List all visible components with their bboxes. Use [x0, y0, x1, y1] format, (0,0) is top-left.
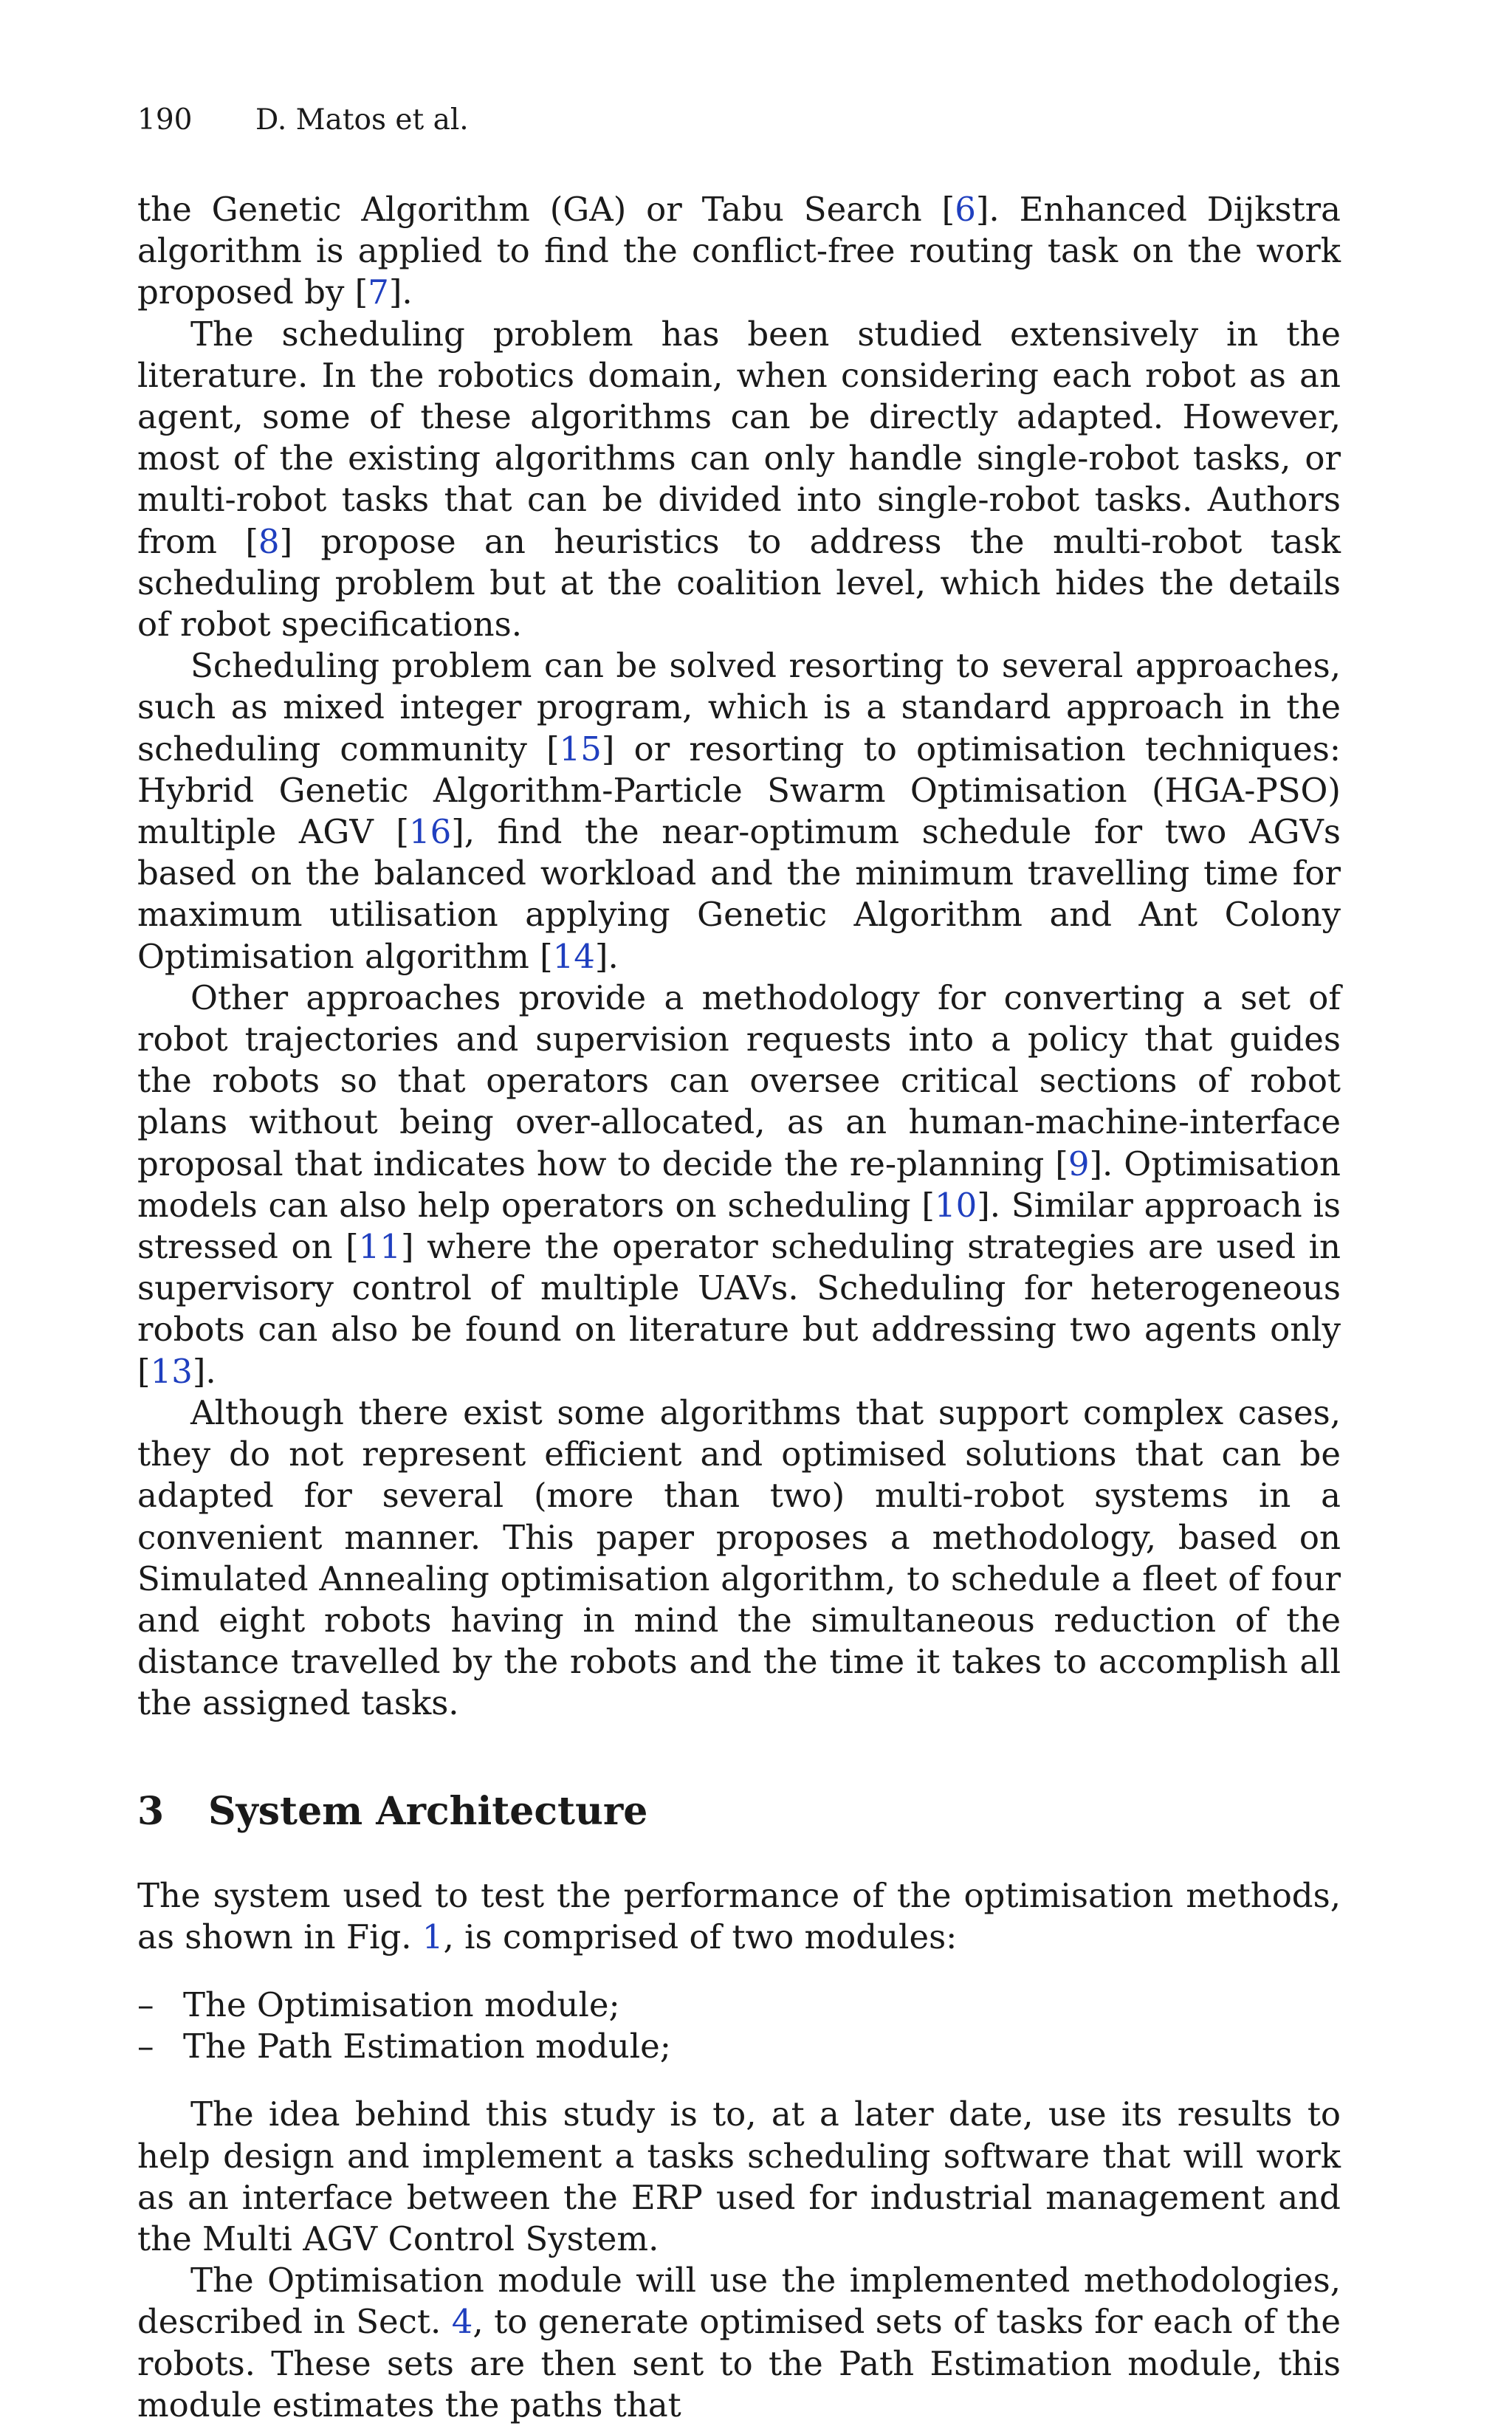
text-run: Although there exist some algorithms that support complex cases, they do not represent efficient and optimised solutions that can be adapted for several (more than two) multi-robot systems in a convenient manner. This paper proposes a methodology, based on Simulated Annealing optimisation algorithm, to schedule a fleet of four and eight robots having in mind the simultaneous reduction of the distance travelled by the robots and the time it takes to accomplish all the assigned tasks. — [137, 1392, 1341, 1723]
citation-link[interactable]: 8 — [258, 521, 280, 561]
text-run: Scheduling problem can be solved resorting to several approaches, such as mixed integer program, which is a standard approach in the scheduling community [ — [137, 646, 1341, 769]
citation-link[interactable]: 10 — [934, 1185, 977, 1225]
text-run: ]. Similar approach is stressed on [ — [137, 1185, 1341, 1267]
paragraph — [137, 2260, 1341, 2426]
text-run: ] or resorting to optimisation techniques: Hybrid Genetic Algorithm-Particle Swarm Optimisation (HGA-PSO) multiple AGV [ — [137, 729, 1341, 852]
list-item-text: The Path Estimation module; — [183, 2027, 671, 2066]
figure-link[interactable]: 1 — [422, 1917, 444, 1956]
text-run: the Genetic Algorithm (GA) or Tabu Search [ — [137, 190, 955, 229]
text-run: , is comprised of two modules: — [443, 1917, 958, 1956]
list-item — [137, 2026, 1341, 2067]
citation-link[interactable]: 15 — [559, 729, 602, 769]
citation-link[interactable]: 16 — [408, 812, 452, 852]
text-run: The Optimisation module will use the implemented methodologies, described in Sect. — [137, 2261, 1341, 2342]
text-run: The scheduling problem has been studied extensively in the literature. In the robotics domain, when considering each robot as an agent, some of these algorithms can be directly adapted. However, most of the existing algorithms can only handle single-robot tasks, or multi-robot tasks that can be divided into single-robot tasks. Authors from [ — [137, 314, 1341, 561]
text-run: ] where the operator scheduling strategies are used in supervisory control of multiple UAVs. Scheduling for heterogeneous robots can also be found on literature but addressing two agents only [ — [137, 1227, 1341, 1391]
section-link[interactable]: 4 — [451, 2302, 473, 2342]
list-item — [137, 1985, 1341, 2026]
citation-link[interactable]: 11 — [358, 1227, 401, 1267]
text-run: ]. Optimisation models can also help operators on scheduling [ — [137, 1144, 1341, 1225]
section-heading — [137, 1788, 1341, 1835]
text-run: The system used to test the performance of the optimisation methods, as shown in Fig. — [137, 1875, 1341, 1956]
section-number: 3 — [137, 1788, 165, 1834]
paragraph — [137, 189, 1341, 314]
citation-link[interactable]: 7 — [368, 272, 389, 312]
citation-link[interactable]: 9 — [1068, 1144, 1090, 1183]
citation-link[interactable]: 14 — [552, 936, 595, 976]
module-list — [137, 1985, 1341, 2067]
section-title: System Architecture — [208, 1788, 648, 1834]
list-dash: – — [137, 2027, 154, 2066]
text-run: ]. — [388, 272, 413, 312]
citation-link[interactable]: 13 — [150, 1351, 193, 1391]
text-run: The idea behind this study is to, at a later date, use its results to help design and implement a tasks scheduling software that will work as an interface between the ERP used for industrial management and the Multi AGV Control System. — [137, 2095, 1341, 2258]
paragraph — [137, 645, 1341, 977]
list-dash: – — [137, 1985, 154, 2024]
text-run: , to generate optimised sets of tasks for each of the robots. These sets are then sent to the Path Estimation module, this module estimates the paths that — [137, 2302, 1341, 2425]
paragraph — [137, 1392, 1341, 1725]
text-run: ], find the near-optimum schedule for two AGVs based on the balanced workload and the minimum travelling time for maximum utilisation applying Genetic Algorithm and Ant Colony Optimisation algorithm [ — [137, 812, 1341, 976]
text-run: ]. — [192, 1351, 216, 1391]
text-run: ] propose an heuristics to address the multi-robot task scheduling problem but at the coalition level, which hides the details of robot specifications. — [137, 521, 1341, 645]
citation-link[interactable]: 6 — [955, 190, 976, 229]
paragraph — [137, 2094, 1341, 2260]
text-run: ]. — [594, 936, 619, 976]
text-run: ]. Enhanced Dijkstra algorithm is applied to find the conflict-free routing task on the work proposed by [ — [137, 190, 1341, 312]
text-run: Other approaches provide a methodology for converting a set of robot trajectories and supervision requests into a policy that guides the robots so that operators can oversee critical sections of robot plans without being over-allocated, as an human-machine-interface proposal that indicates how to decide the re-planning [ — [137, 977, 1341, 1183]
paragraph — [137, 314, 1341, 646]
page-number: 190 — [137, 103, 193, 137]
body-text — [137, 189, 1341, 2426]
paragraph — [137, 977, 1341, 1392]
paragraph — [137, 1875, 1341, 1958]
running-head-authors: D. Matos et al. — [255, 103, 469, 137]
running-head — [137, 102, 469, 139]
list-item-text: The Optimisation module; — [183, 1985, 620, 2024]
